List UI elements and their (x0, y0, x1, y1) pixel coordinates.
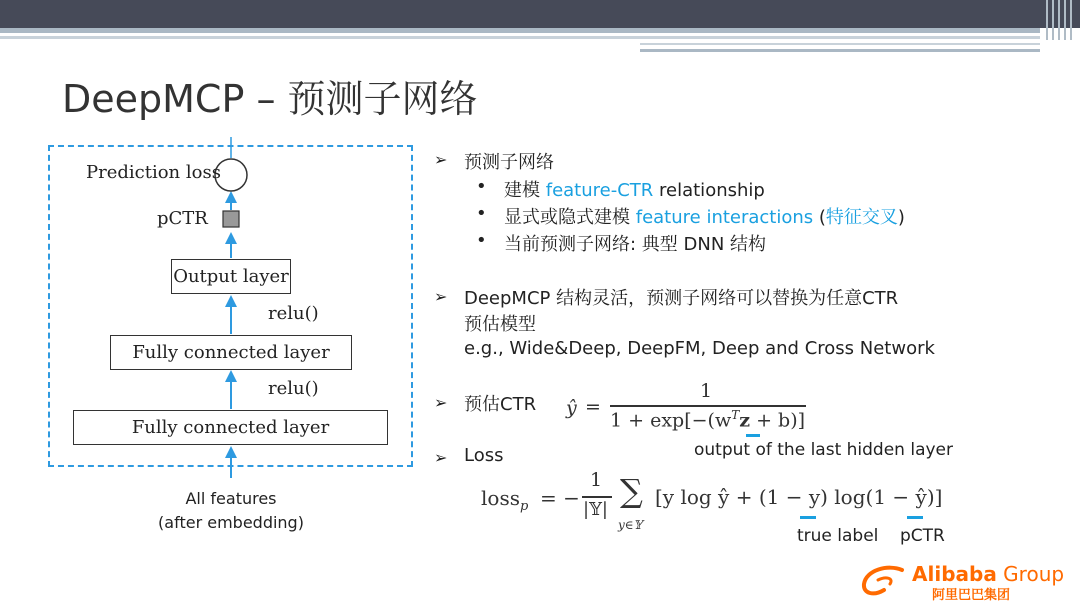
bullet-dot-icon: • (476, 176, 487, 197)
fully-connected-layer-label: Fully connected layer (131, 417, 330, 438)
arrow-bullet-icon: ➢ (434, 448, 448, 467)
highlight-term: feature-CTR (545, 180, 654, 201)
summation-subscript: y∈𝕐 (618, 518, 643, 532)
brand-name (912, 562, 1064, 586)
prediction-loss-label: Prediction loss (86, 162, 221, 183)
diagram-caption-line1: All features (185, 489, 277, 508)
fully-connected-layer-box (73, 410, 388, 445)
z-underline-marker (746, 434, 760, 437)
section-heading: 预测子网络 (464, 152, 554, 173)
pctr-node-square (223, 211, 239, 227)
pctr-label: pCTR (157, 208, 208, 229)
loss-lhs (481, 486, 528, 514)
section-text: 预估模型 (464, 314, 536, 335)
yhat-underline-marker (907, 516, 923, 519)
brand-name-light: Group (996, 562, 1065, 586)
bullet-text-part: ) (897, 207, 905, 228)
diagram-caption-line2: (after embedding) (158, 513, 304, 532)
summation-icon: ∑ (620, 472, 643, 510)
y-underline-marker (800, 516, 816, 519)
alibaba-logo-icon (858, 562, 912, 600)
bullet-text-part: 建模 (504, 180, 546, 201)
section-heading: 预估CTR (464, 394, 537, 415)
page-title: DeepMCP – 预测子网络 (62, 77, 478, 121)
bullet-text: 当前预测子网络: 典型 DNN 结构 (504, 234, 767, 255)
z-vector: z (739, 409, 751, 432)
relu-label: relu() (268, 378, 319, 399)
formula-equals: = (585, 396, 601, 418)
fraction-bar (610, 405, 806, 407)
denominator-part: + b)] (750, 409, 806, 432)
formula-yhat: ŷ (566, 397, 577, 419)
loss-frac-num: 1 (590, 469, 603, 491)
annotation-pctr: pCTR (900, 526, 945, 546)
bullet-text (504, 203, 905, 229)
brand-name-bold: Alibaba (912, 562, 997, 586)
annotation-hidden-layer: output of the last hidden layer (694, 440, 954, 460)
fully-connected-layer-label: Fully connected layer (132, 342, 330, 363)
superscript-t: T (731, 408, 740, 422)
loss-frac-den: |𝕐| (583, 499, 608, 520)
annotation-true-label: true label (797, 526, 879, 546)
output-layer-label: Output layer (173, 266, 289, 287)
bullet-text-part: ( (813, 207, 826, 228)
loss-word: loss (481, 486, 520, 510)
bullet-text (504, 176, 765, 202)
section-heading: Loss (464, 445, 504, 466)
arrow-bullet-icon: ➢ (434, 150, 448, 169)
highlight-term: 特征交叉 (825, 207, 898, 228)
formula-numerator: 1 (700, 380, 713, 402)
bullet-dot-icon: • (476, 230, 487, 251)
highlight-term: feature interactions (635, 207, 814, 228)
fully-connected-layer-box (110, 335, 352, 370)
section-text: DeepMCP 结构灵活，预测子网络可以替换为任意CTR (464, 288, 899, 309)
bullet-dot-icon: • (476, 203, 487, 224)
loss-subscript: p (519, 499, 529, 514)
brand-name-cn: 阿里巴巴集团 (932, 588, 1011, 603)
section-text: e.g., Wide&Deep, DeepFM, Deep and Cross Network (464, 338, 935, 359)
formula-denominator (610, 408, 805, 431)
loss-equals: = − (540, 486, 580, 510)
relu-label: relu() (268, 303, 319, 324)
arrow-bullet-icon: ➢ (434, 393, 448, 412)
bullet-text-part: relationship (653, 180, 765, 201)
output-layer-box (171, 259, 291, 294)
loss-fraction-bar (582, 496, 612, 498)
arrow-bullet-icon: ➢ (434, 287, 448, 306)
denominator-part: 1 + exp[−(w (610, 409, 732, 432)
bullet-text-part: 显式或隐式建模 (504, 207, 636, 228)
loss-body: [y log ŷ + (1 − y) log(1 − ŷ)] (655, 485, 943, 509)
